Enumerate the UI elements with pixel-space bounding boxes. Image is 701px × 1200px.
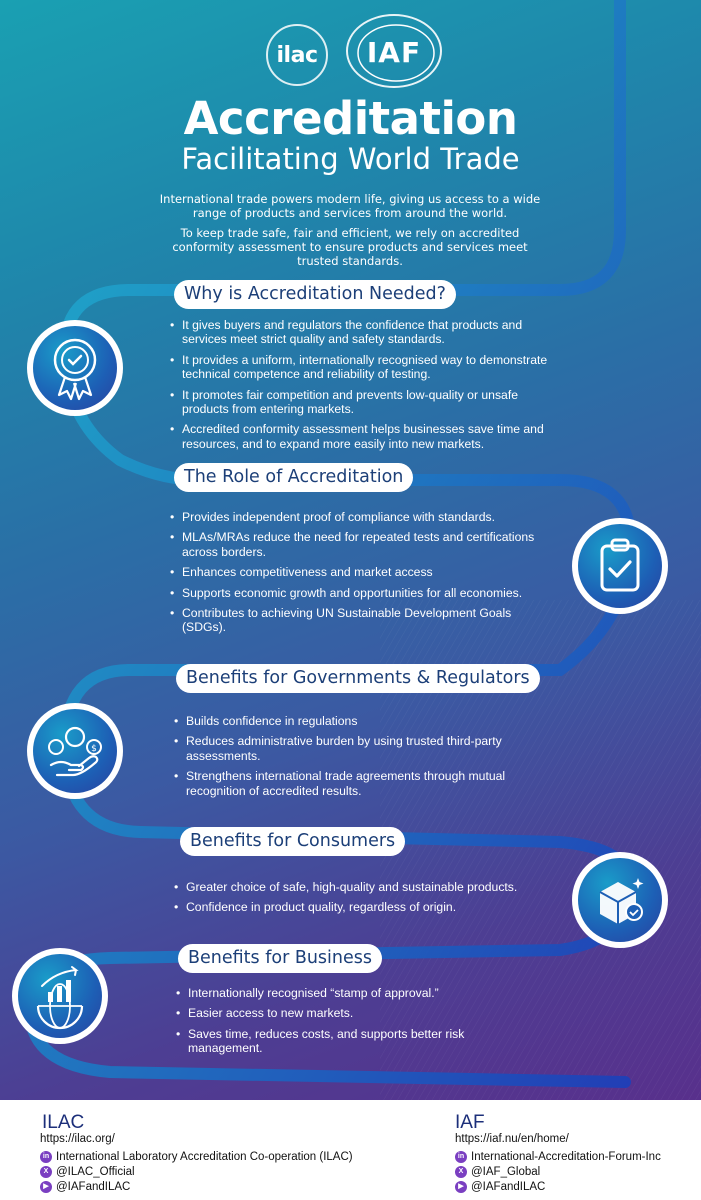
footer-iaf-linkedin[interactable] (455, 1150, 661, 1164)
list-item: • It gives buyers and regulators the confidence that products and services meet strict quality and safety standards. (170, 318, 555, 347)
youtube-icon: ▶ (455, 1181, 467, 1193)
section-bullets-business (176, 986, 536, 1062)
intro-paragraph-1: International trade powers modern life, giving us access to a wide range of products and services from around the world. (159, 192, 541, 220)
iaf-logo-text: IAF (366, 36, 422, 69)
intro-paragraph-2: To keep trade safe, fair and efficient, we rely on accredited conformity assessment to ensure products and services meet trusted standards. (172, 226, 528, 268)
logo-row (0, 10, 701, 88)
footer-ilac-youtube[interactable] (40, 1180, 130, 1194)
footer-iaf-youtube[interactable] (455, 1180, 545, 1194)
product-box-icon (572, 852, 668, 948)
section-title-business: Benefits for Business (178, 944, 382, 973)
footer-iaf-x[interactable] (455, 1165, 540, 1179)
list-item: • MLAs/MRAs reduce the need for repeated tests and certifications across borders. (170, 530, 550, 559)
page-title: Accreditation (183, 92, 518, 145)
section-bullets-why-needed (170, 318, 555, 457)
ilac-logo-text: ilac (276, 43, 318, 68)
clipboard-check-icon (572, 518, 668, 614)
footer-ilac-youtube-text: @IAFandILAC (56, 1181, 131, 1193)
svg-text:$: $ (91, 744, 97, 754)
list-item: • Accredited conformity assessment helps businesses save time and resources, and to expand more easily into new markets. (170, 422, 555, 451)
section-bullets-governments (174, 714, 544, 804)
section-title-governments: Benefits for Governments & Regulators (176, 664, 540, 693)
footer-iaf-linkedin-text: International-Accreditation-Forum-Inc (471, 1151, 661, 1163)
x-icon: X (455, 1166, 467, 1178)
ilac-logo (266, 24, 328, 86)
linkedin-icon: in (40, 1151, 52, 1163)
section-bullets-consumers (174, 880, 544, 921)
list-item: • Internationally recognised “stamp of approval.” (176, 986, 536, 1000)
section-title-why-needed: Why is Accreditation Needed? (174, 280, 456, 309)
section-title-consumers: Benefits for Consumers (180, 827, 405, 856)
footer-iaf-title: IAF (455, 1112, 485, 1133)
footer-ilac-x[interactable] (40, 1165, 135, 1179)
list-item: • Easier access to new markets. (176, 1006, 536, 1020)
list-item: • Contributes to achieving UN Sustainable Development Goals (SDGs). (170, 606, 550, 635)
section-title-role: The Role of Accreditation (174, 463, 413, 492)
section-bullets-role (170, 510, 550, 641)
list-item: • Greater choice of safe, high-quality and sustainable products. (174, 880, 544, 894)
list-item: • It promotes fair competition and prevents low-quality or unsafe products from entering markets. (170, 388, 555, 417)
page-subtitle: Facilitating World Trade (181, 142, 520, 176)
list-item: • Saves time, reduces costs, and supports better risk management. (176, 1027, 536, 1056)
footer-ilac-title: ILAC (42, 1112, 85, 1133)
globe-growth-icon (12, 948, 108, 1044)
footer-ilac-x-text: @ILAC_Official (56, 1166, 135, 1178)
iaf-logo (346, 14, 442, 88)
hand-rewards-icon (27, 703, 123, 799)
linkedin-icon: in (455, 1151, 467, 1163)
list-item: • Strengthens international trade agreements through mutual recognition of accredited results. (174, 769, 544, 798)
footer-iaf-x-text: @IAF_Global (471, 1166, 541, 1178)
list-item: • It provides a uniform, internationally recognised way to demonstrate technical competence and reliability of testing. (170, 353, 555, 382)
list-item: • Provides independent proof of compliance with standards. (170, 510, 550, 524)
x-icon: X (40, 1166, 52, 1178)
list-item: • Confidence in product quality, regardless of origin. (174, 900, 544, 914)
footer (0, 1100, 701, 1200)
footer-ilac-linkedin[interactable] (40, 1150, 353, 1164)
award-badge-icon (27, 320, 123, 416)
footer-iaf-url[interactable]: https://iaf.nu/en/home/ (455, 1133, 569, 1145)
list-item: • Builds confidence in regulations (174, 714, 544, 728)
list-item: • Enhances competitiveness and market access (170, 565, 550, 579)
youtube-icon: ▶ (40, 1181, 52, 1193)
footer-ilac-linkedin-text: International Laboratory Accreditation Co-operation (ILAC) (56, 1151, 353, 1163)
footer-ilac-url[interactable]: https://ilac.org/ (40, 1133, 115, 1145)
list-item: • Reduces administrative burden by using trusted third-party assessments. (174, 734, 544, 763)
list-item: • Supports economic growth and opportunities for all economies. (170, 586, 550, 600)
footer-iaf-youtube-text: @IAFandILAC (471, 1181, 546, 1193)
